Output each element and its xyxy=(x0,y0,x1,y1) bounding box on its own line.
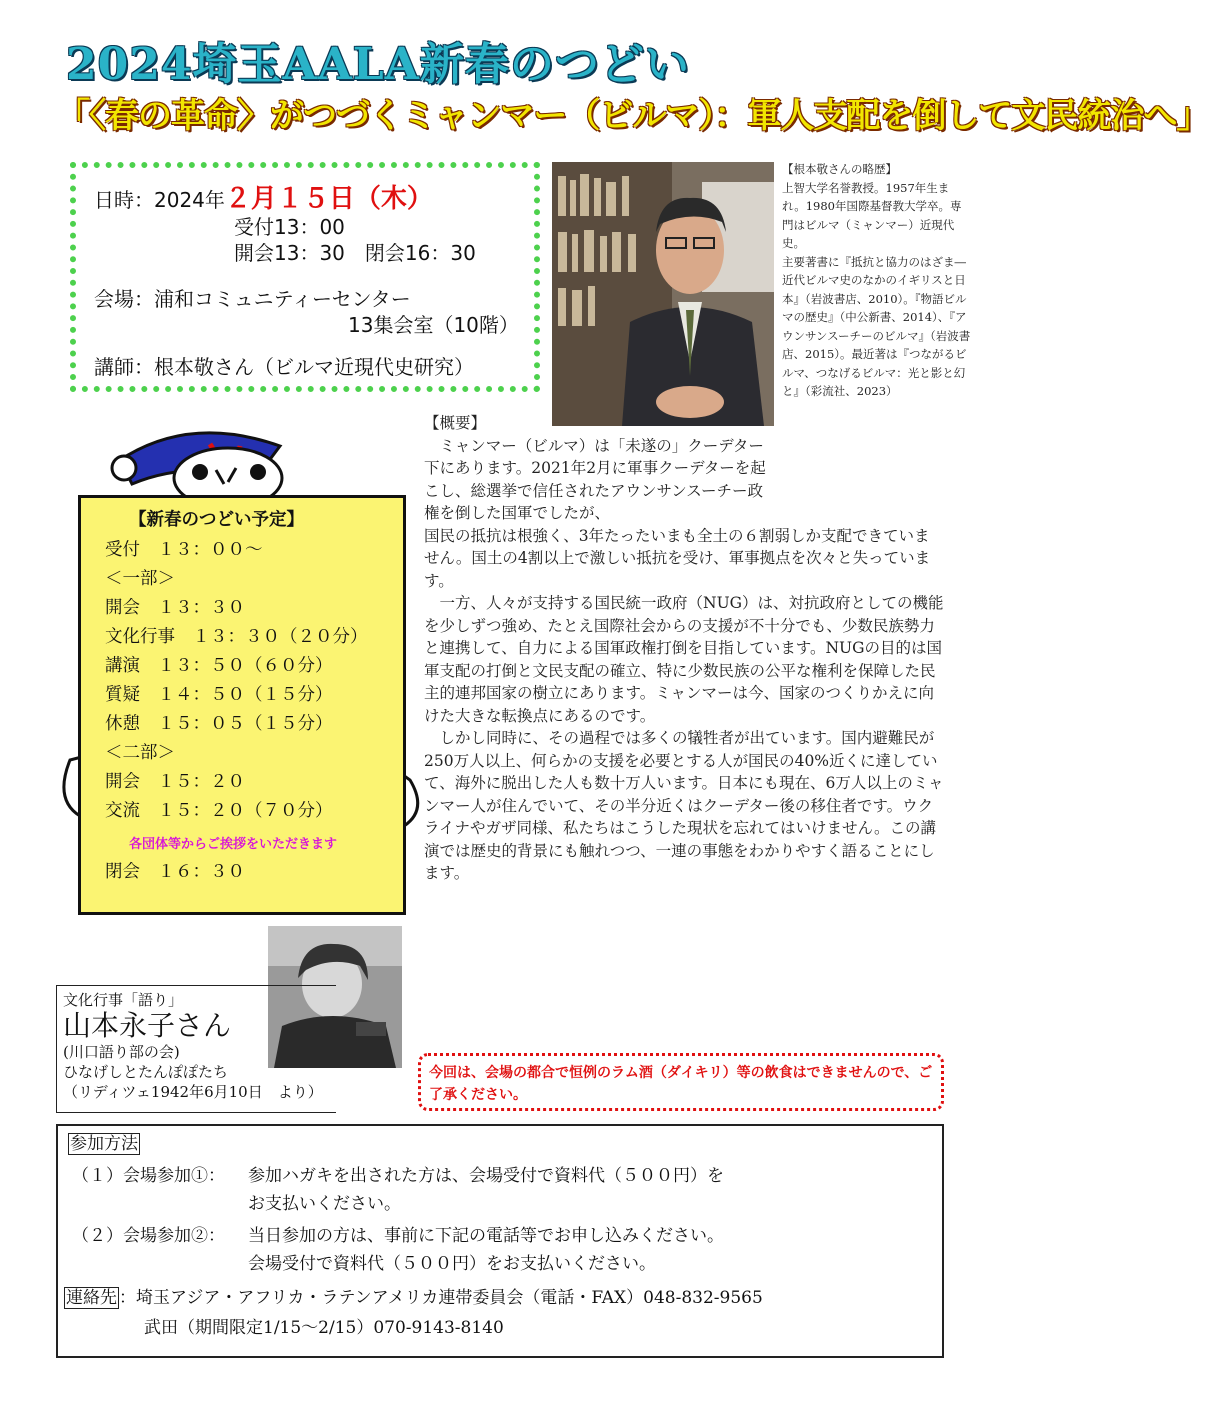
option2-line1: 当日参加の方は、事前に下記の電話等でお申し込みください。 xyxy=(248,1226,724,1246)
event-info-box xyxy=(70,162,540,392)
performer-work: ひなげしとたんぽぽたち xyxy=(63,1063,229,1081)
schedule-item: 開会 １３：３０ xyxy=(105,598,245,618)
option1-label: （１）会場参加①： xyxy=(72,1166,225,1186)
lecturer-bio xyxy=(782,160,972,401)
bio-title: 【根本敬さんの略歴】 xyxy=(782,162,897,176)
option1-line1: 参加ハガキを出された方は、会場受付で資料代（５００円）を xyxy=(248,1166,724,1186)
schedule-board xyxy=(78,495,406,915)
overview-paragraph-1b: 国民の抵抗は根強く、3年たったいまも全土の６割弱しか支配できていません。国土の4割以上で激しい抵抗を受け、軍事拠点を次々と失っています。 xyxy=(424,526,931,590)
date-highlight: ２月１５日（木） xyxy=(224,184,433,214)
option2-line2: 会場受付で資料代（５００円）をお支払いください。 xyxy=(248,1254,656,1274)
open-close-time: 開会13：30 閉会16：30 xyxy=(234,241,476,265)
overview-paragraph-2: 一方、人々が支持する国民統一政府（NUG）は、対抗政府としての機能を少しずつ強め、たとえ国際社会からの支援が不十分でも、少数民族勢力と連携して、自力による国軍政権打倒を目指しています。NUGの目的は国軍支配の打倒と文民支配の確立、特に少数民族の公平な権利を保障した民主的連邦国家の樹立にあります。ミャンマーは今、国家のつくりかえに向けた大きな転換点にあるのです。 xyxy=(424,594,944,725)
date-label: 日時：2024年 xyxy=(94,188,225,212)
schedule-title: 【新春のつどい予定】 xyxy=(129,510,304,530)
event-subtitle: 「〈春の革命〉がつづくミャンマー（ビルマ）：軍人支配を倒して文民統治へ」 xyxy=(56,96,1209,136)
schedule-item: ＜一部＞ xyxy=(105,569,175,589)
schedule-item: 受付 １３：００～ xyxy=(105,540,263,560)
venue-room: 13集会室（10階） xyxy=(348,313,519,337)
schedule-item: 質疑 １４：５０（１５分） xyxy=(105,685,333,705)
overview-heading: 【概要】 xyxy=(424,414,487,432)
overview-paragraph-3: しかし同時に、その過程では多くの犠牲者が出ています。国内避難民が250万人以上、何らかの支援を必要とする人が国民の40%近くに達していて、海外に脱出した人も数十万人います。日本にも現在、6万人以上のミャンマー人が住んでいて、その半分近くはクーデター後の移住者です。ウクライナやガザ同様、私たちはこうした現状を忘れてはいけません。この講演では歴史的背景にも触れつつ、一連の事態をわかりやすく語ることにします。 xyxy=(424,729,944,882)
overview-section xyxy=(424,412,944,885)
reception-time: 受付13：00 xyxy=(234,215,345,239)
notice-box: 今回は、会場の都合で恒例のラム酒（ダイキリ）等の飲食はできませんので、ご了承ください。 xyxy=(418,1053,944,1111)
overview-paragraph-1: ミャンマー（ビルマ）は「未遂の」クーデター下にあります。2021年2月に軍事クーデターを起こし、総選挙で信任されたアウンサンスーチー政権を倒した国軍でしたが、 xyxy=(424,436,766,522)
schedule-item: 閉会 １６：３０ xyxy=(105,862,245,882)
bio-text: 上智大学名誉教授。1957年生まれ。1980年国際基督教大学卒。専門はビルマ（ミャンマー）近現代史。 xyxy=(782,180,962,250)
option2-label: （２）会場参加②： xyxy=(72,1226,225,1246)
option1-line2: お支払いください。 xyxy=(248,1194,401,1214)
performer-label: 文化行事「語り」 xyxy=(63,991,184,1009)
performer-group: (川口語り部の会) xyxy=(63,1043,180,1061)
venue-label: 会場：浦和コミュニティーセンター xyxy=(94,287,411,311)
performer-info xyxy=(56,985,336,1113)
lecturer-photo xyxy=(552,162,774,426)
contact-line1: ：埼玉アジア・アフリカ・ラテンアメリカ連帯委員会（電話・FAX）048-832-9565 xyxy=(119,1288,763,1308)
schedule-item: 講演 １３：５０（６０分） xyxy=(105,656,333,676)
event-title: 2024埼玉AALA新春のつどい xyxy=(66,39,690,90)
schedule-item: 開会 １５：２０ xyxy=(105,772,245,792)
lecturer-line: 講師：根本敬さん（ビルマ近現代史研究） xyxy=(94,355,474,379)
schedule-item: ＜二部＞ xyxy=(105,743,175,763)
contact-label: 連絡先 xyxy=(66,1288,117,1308)
bio-works: 主要著書に『抵抗と協力のはざま―近代ビルマ史のなかのイギリスと日本』（岩波書店、2010）。『物語ビルマの歴史』（中公新書、2014）、『アウンサンスーチーのビルマ』（岩波書店、2015）。最近著は『つながるビルマ、つなげるビルマ：光と影と幻と』（彩流社、2023） xyxy=(782,254,971,398)
date-line xyxy=(94,186,433,213)
contact-line2: 武田（期間限定1/15～2/15）070-9143-8140 xyxy=(144,1318,504,1338)
schedule-item: 文化行事 １３：３０（２０分） xyxy=(105,627,368,647)
participation-label: 参加方法 xyxy=(70,1134,138,1154)
performer-source: （リディツェ1942年6月10日 より） xyxy=(63,1083,323,1101)
schedule-item: 交流 １５：２０（７０分） xyxy=(105,801,333,821)
schedule-note: 各団体等からご挨拶をいただきます xyxy=(129,837,338,852)
performer-name: 山本永子さん xyxy=(63,1009,232,1042)
schedule-item: 休憩 １５：０５（１５分） xyxy=(105,714,333,734)
participation-section xyxy=(56,1124,944,1358)
